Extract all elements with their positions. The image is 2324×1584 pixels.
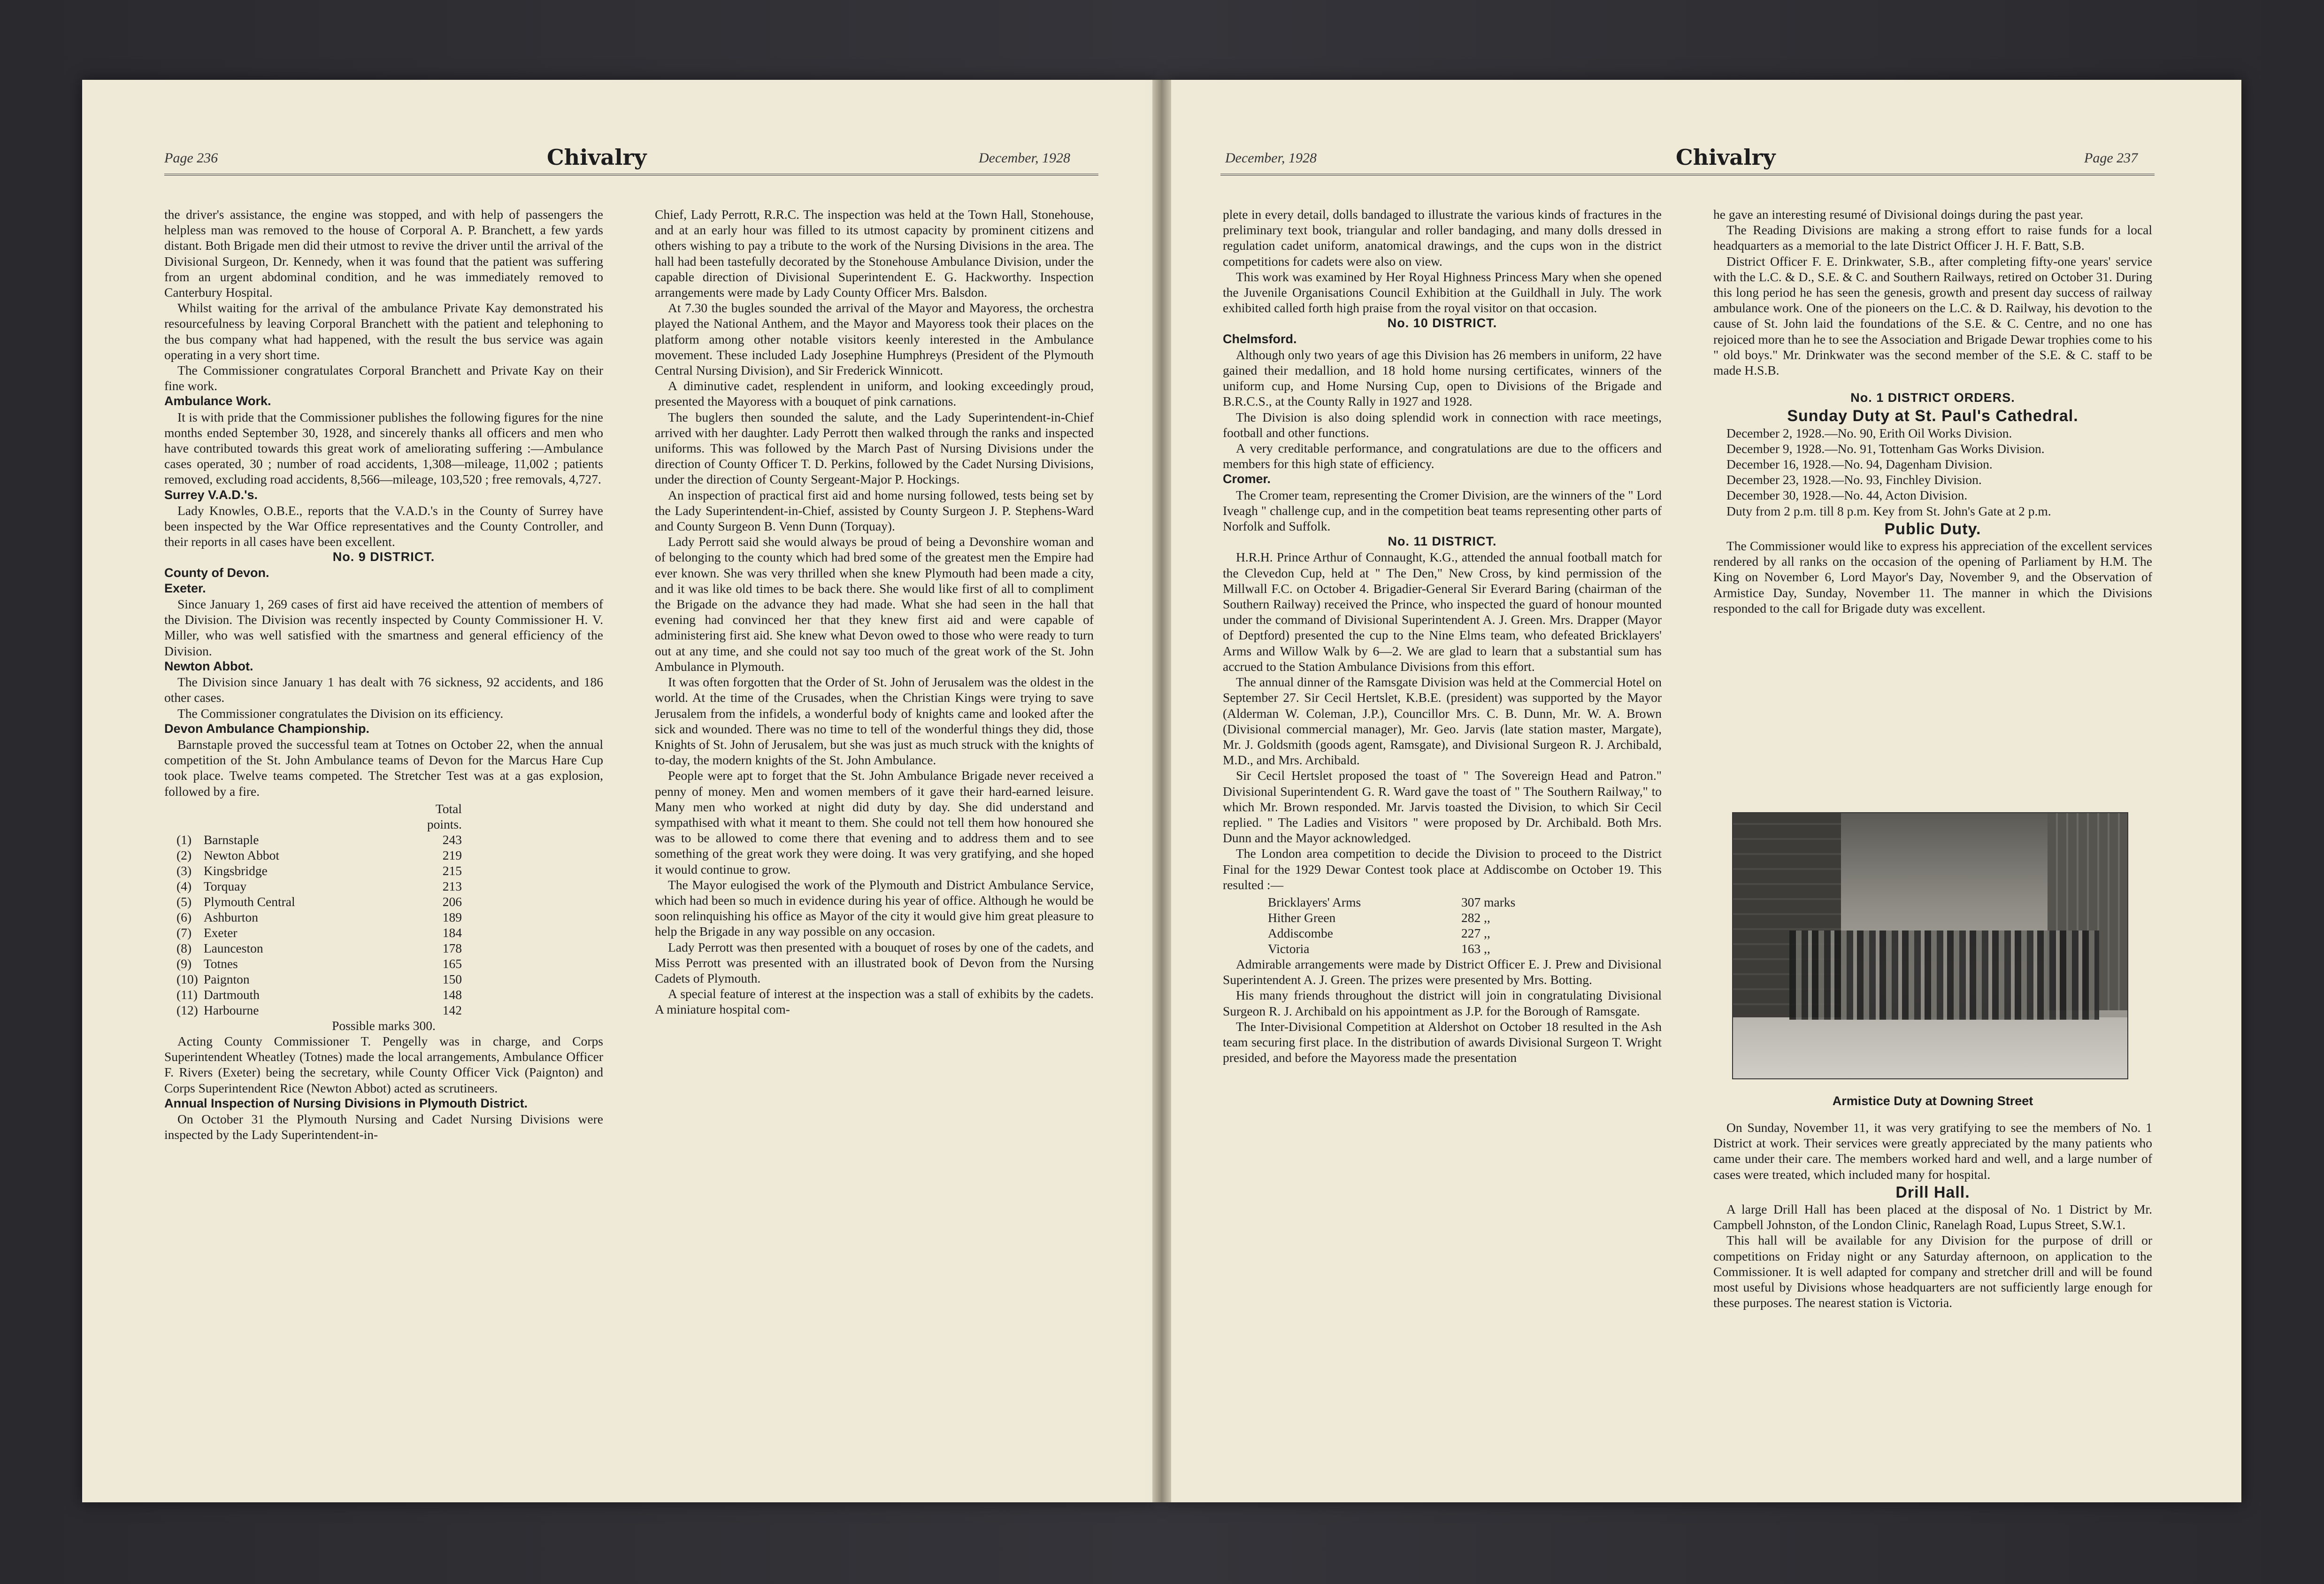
results-points: 215: [442, 863, 462, 878]
results-rank: (12): [176, 1002, 198, 1017]
left-date: December, 1928: [979, 150, 1070, 166]
paragraph: A large Drill Hall has been placed at the disposal of No. 1 District by Mr. Campbell Johnston, of the London Clinic, Ranelagh Road, Lupus Street, S.W.1.: [1713, 1202, 2152, 1232]
results-points: 148: [442, 987, 462, 1002]
dewar-marks: 227 ,,: [1461, 925, 1490, 940]
dewar-row: [1265, 910, 1518, 925]
results-rank: (11): [176, 987, 198, 1002]
photo-caption: Armistice Duty at Downing Street: [1832, 1094, 2033, 1108]
results-row: [174, 832, 465, 847]
gutter: [1152, 80, 1171, 1502]
results-row: [174, 971, 465, 987]
paragraph: The Commissioner congratulates the Division on its efficiency.: [177, 706, 504, 721]
left-running-head: Chivalry: [547, 145, 647, 170]
paragraph: The Commissioner congratulates Corporal Branchett and Private Kay on their fine work.: [164, 363, 603, 393]
paragraph: the driver's assistance, the engine was stopped, and with help of passengers the helpless man was removed to the house of Corporal A. P. Branchett, a few yards distant. Both Brigade men did their utmost to revive the driver until the arrival of the Divisional Surgeon, Dr. Kennedy, when it was found that the patient was suffering from an urgent abdominal condition, and he was immediately removed to Canterbury Hospital.: [164, 207, 603, 300]
paragraph: Chief, Lady Perrott, R.R.C. The inspection was held at the Town Hall, Stonehouse, and at an early hour was filled to its utmost capacity by prominent citizens and others wishing to pay a tribute to the work of the Nursing Divisions in the area. The hall had been tastefully decorated by the Stonehouse Ambulance Division, under the capable direction of Divisional Superintendent E. G. Hackworthy. Inspection arrangements were made by Lady County Officer Mrs. Balsdon.: [655, 207, 1094, 300]
dewar-row: [1265, 925, 1518, 941]
left-column-1: [164, 207, 603, 1142]
dewar-team: Addiscombe: [1268, 925, 1334, 940]
dewar-row: [1265, 894, 1518, 910]
section-heading: Sunday Duty at St. Paul's Cathedral.: [1787, 407, 2079, 425]
results-rank: (6): [176, 909, 192, 924]
right-date: December, 1928: [1225, 150, 1317, 166]
possible-marks: Possible marks 300.: [332, 1018, 436, 1033]
paragraph: Although only two years of age this Division has 26 members in uniform, 22 have gained their medallion, and 18 hold home nursing certificates, winners of the uniform cup, and Home Nursing Cup, open to Divisions of the Brigade and B.R.C.S., at the County Rally in 1927 and 1928.: [1223, 347, 1662, 409]
section-heading: Devon Ambulance Championship.: [164, 721, 370, 736]
results-row: [174, 1002, 465, 1018]
paragraph: Barnstaple proved the successful team at Totnes on October 22, when the annual competition of the St. John Ambulance teams of Devon for the Marcus Hare Cup took place. Twelve teams competed. The Stretcher Test was at a gas explosion, followed by a fire.: [164, 737, 603, 799]
results-rank: (7): [176, 925, 192, 940]
paragraph: This work was examined by Her Royal Highness Princess Mary when she opened the Juvenile Organisations Council Exhibition at the Guildhall in July. The work exhibited called forth high praise from the royal visitor on that occasion.: [1223, 269, 1662, 315]
results-rank: (4): [176, 878, 192, 893]
results-rank: (3): [176, 863, 192, 878]
dewar-marks: 282 ,,: [1461, 910, 1490, 925]
section-heading: Chelmsford.: [1223, 331, 1297, 346]
paragraph: The buglers then sounded the salute, and the Lady Superintendent-in-Chief arrived with her daughter. Lady Perrott then walked through the ranks and inspected uniforms. This was followed by the March Past of Nursing Divisions under the direction of County Officer T. D. Perkins, followed by the Cadet Nursing Divisions, under the direction of County Sergeant-Major P. Hockings.: [655, 409, 1094, 487]
dewar-row: [1265, 941, 1518, 956]
district-heading: No. 10 DISTRICT.: [1387, 316, 1497, 331]
dewar-team: Bricklayers' Arms: [1268, 894, 1361, 909]
results-team: Plymouth Central: [203, 894, 295, 909]
results-rank: (9): [176, 956, 192, 971]
paragraph: The annual dinner of the Ramsgate Division was held at the Commercial Hotel on September 27. Sir Cecil Hertslet, K.B.E. (president) was supported by the Mayor (Alderman W. Coleman, J.P.), Councillor Mrs. C. B. Dunn, Mr. W. A. Brown (Divisional commercial manager), Mr. Geo. Jarvis (late station master, Margate), Mr. J. Goldsmith (goods agent, Ramsgate), and Divisional Surgeon R. J. Archibald, M.D., and Mrs. Archibald.: [1223, 675, 1662, 768]
left-page-number: Page 236: [164, 150, 218, 166]
paragraph: plete in every detail, dolls bandaged to illustrate the various kinds of fractures in the preliminary text book, triangular and roller bandaging, and many dolls dressed in regulation cadet uniform, anatomical drawings, and the cups won in the district competitions for cadets were also on view.: [1223, 207, 1662, 269]
paragraph: It was often forgotten that the Order of St. John of Jerusalem was the oldest in the world. At the time of the Crusades, when the Christian Kings were trying to save Jerusalem from the infidels, a wonderful body of knights came and looked after the sick and wounded. There was no time to tell of the wonderful things they did, those Knights of St. John of Jerusalem, but she was just as much struck with the knights of to-day, the modern knights of the St. John Ambulance.: [655, 675, 1094, 768]
paragraph: Admirable arrangements were made by District Officer E. J. Prew and Divisional Superintendent A. J. Green. The prizes were presented by Mrs. Botting.: [1223, 956, 1662, 987]
paragraph: On Sunday, November 11, it was very gratifying to see the members of No. 1 District at work. Their services were greatly appreciated by the many patients who came under their care. The members worked hard and well, and a large number of cases were treated, which included many for hospital.: [1713, 1120, 2152, 1182]
section-heading: Cromer.: [1223, 472, 1271, 486]
right-header-rule: [1220, 174, 2155, 176]
results-points: 150: [442, 971, 462, 986]
armistice-photo: [1732, 812, 2128, 1079]
paragraph: His many friends throughout the district will join in congratulating Divisional Surgeon R. J. Archibald on his appointment as J.P. for the Borough of Ramsgate.: [1223, 988, 1662, 1018]
right-column-2: [1713, 207, 2152, 616]
right-page-number: Page 237: [2084, 150, 2138, 166]
paragraph: Sir Cecil Hertslet proposed the toast of " The Sovereign Head and Patron." Divisional Superintendent G. R. Ward gave the toast of " The Southern Railway," to which Mr. Brown responded. Mr. Jarvis toasted the Division, to which Sir Cecil replied. " The Ladies and Visitors " were proposed by Dr. Archibald. Both Mrs. Dunn and the Mayor acknowledged.: [1223, 768, 1662, 846]
section-heading: Newton Abbot.: [164, 659, 253, 673]
results-row: [174, 940, 465, 956]
paragraph: Lady Perrott was then presented with a bouquet of roses by one of the cadets, and Miss Perrott was presented with an illustrated book of Devon from the Nursing Cadets of Plymouth.: [655, 939, 1094, 985]
results-row: [174, 847, 465, 863]
section-heading: Drill Hall.: [1895, 1183, 1970, 1201]
district-orders-heading: No. 1 DISTRICT ORDERS.: [1850, 391, 2015, 405]
section-heading: Annual Inspection of Nursing Divisions in Plymouth District.: [164, 1096, 528, 1110]
section-heading: Exeter.: [164, 581, 206, 595]
results-team: Barnstaple: [203, 832, 259, 847]
section-heading: Public Duty.: [1884, 520, 1981, 538]
results-rank: (1): [176, 832, 192, 847]
results-points: 178: [442, 940, 462, 955]
results-points: 189: [442, 909, 462, 924]
dewar-results-table: [1265, 894, 1518, 956]
results-team: Torquay: [203, 878, 247, 893]
paragraph: It is with pride that the Commissioner publishes the following figures for the nine months ended September 30, 1928, and sincerely thanks all officers and men who have contributed towards this great work of ameliorating suffering :—Ambulance cases operated, 30 ; number of road accidents, 1,308—mileage, 11,002 ; patients removed, excluding road accidents, 8,566—mileage, 103,520 ; free removals, 4,727.: [164, 409, 603, 487]
results-points: 243: [442, 832, 462, 847]
paragraph: The Mayor eulogised the work of the Plymouth and District Ambulance Service, which had been so much in evidence during his year of office. Although he would be soon relinquishing his office as Mayor of the city it would give him great pleasure to help the Brigade in any way possible on any occasion.: [655, 877, 1094, 939]
right-running-head: Chivalry: [1676, 145, 1776, 170]
paragraph: he gave an interesting resumé of Divisional doings during the past year.: [1713, 207, 2084, 222]
left-column-2: [655, 207, 1094, 1017]
results-points: 165: [442, 956, 462, 971]
right-column-2-lower: [1713, 1120, 2152, 1310]
duty-item: December 9, 1928.—No. 91, Tottenham Gas Works Division.: [1726, 441, 2045, 456]
duty-item: December 16, 1928.—No. 94, Dagenham Division.: [1726, 457, 1993, 472]
left-header-rule: [164, 174, 1098, 176]
paragraph: The Cromer team, representing the Cromer Division, are the winners of the " Lord Iveagh " challenge cup, and in the competition beat teams representing other parts of Norfolk and Suffolk.: [1223, 487, 1662, 534]
paragraph: This hall will be available for any Division for the purpose of drill or competitions on Friday night or any Saturday afternoon, on application to the Commissioner. It is well adapted for company and stretcher drill and will be found most useful by Divisions whose headquarters are not sufficiently large enough for these purposes. The nearest station is Victoria.: [1713, 1233, 2152, 1310]
results-row: [174, 863, 465, 878]
duty-item: December 2, 1928.—No. 90, Erith Oil Works Division.: [1726, 425, 2012, 440]
results-points: 142: [442, 1002, 462, 1017]
results-row: [174, 987, 465, 1002]
paragraph: Since January 1, 269 cases of first aid have received the attention of members of the Division. The Division was recently inspected by County Commissioner H. V. Miller, who was well satisfied with the smartness and general efficiency of the Division.: [164, 597, 603, 658]
results-header: Total: [435, 801, 462, 816]
results-team: Dartmouth: [203, 987, 260, 1002]
paragraph: The Inter-Divisional Competition at Aldershot on October 18 resulted in the Ash team securing first place. In the distribution of awards Divisional Surgeon T. Wright presided, and before the Mayoress made the presentation: [1223, 1019, 1662, 1065]
results-points: 206: [442, 894, 462, 909]
results-points: 219: [442, 847, 462, 862]
results-row: [174, 909, 465, 925]
results-table: [174, 801, 465, 1018]
results-row: [174, 878, 465, 894]
results-team: Kingsbridge: [203, 863, 268, 878]
paragraph: The Commissioner would like to express his appreciation of the excellent services rendered by all ranks on the occasion of the opening of Parliament by H.M. The King on November 6, Lord Mayor's Day, November 9, and the Observation of Armistice Day, Sunday, November 11. The manner in which the Divisions responded to the call for Brigade duty was excellent.: [1713, 538, 2152, 615]
duty-item: December 23, 1928.—No. 93, Finchley Division.: [1726, 472, 1982, 487]
results-team: Paignton: [203, 971, 250, 986]
paragraph: District Officer F. E. Drinkwater, S.B., after completing fifty-one years' service with the L.C. & D., S.E. & C. and Southern Railways, retired on October 31. During this long period he has seen the genesis, growth and present day success of railway ambulance work. One of the pioneers on the L.C. & D. Railway, his devotion to the cause of St. John laid the foundations of the S.E. & C. Centre, and no one has rejoiced more than he to see the Association and Brigade Dewar trophies come to his " old boys." Mr. Drinkwater was the second member of the S.E. & C. staff to be made H.S.B.: [1713, 254, 2152, 378]
results-team: Totnes: [203, 956, 238, 971]
dewar-marks: 163 ,,: [1461, 941, 1490, 956]
paragraph: People were apt to forget that the St. John Ambulance Brigade never received a penny of money. Men and women members of it gave their hard-earned leisure. Many men who worked at night did duty by day. She did understand and sympathised with what it meant to them. She could not tell them how honoured she was to be allowed to come there that evening and to address them and to see something of the great work they were doing. It was very gratifying, and she hoped it would continue to grow.: [655, 768, 1094, 877]
paragraph: An inspection of practical first aid and home nursing followed, tests being set by the Lady Superintendent-in-Chief, assisted by County Surgeon J. P. Stephens-Ward and County Surgeon B. Venn Dunn (Torquay).: [655, 487, 1094, 534]
results-row: [174, 894, 465, 909]
results-team: Exeter: [203, 925, 238, 940]
results-rank: (5): [176, 894, 192, 909]
right-column-1: [1223, 207, 1662, 1065]
paragraph: Lady Knowles, O.B.E., reports that the V.A.D.'s in the County of Surrey have been inspected by the War Office representatives and the County Controller, and their reports in all cases have been excellent.: [164, 503, 603, 549]
paragraph: At 7.30 the bugles sounded the arrival of the Mayor and Mayoress, the orchestra played the National Anthem, and the Mayor and Mayoress took their places on the platform among other notable visitors keenly interested in the Ambulance movement. These included Lady Josephine Humphreys (President of the Plymouth Central Nursing Division), and Sir Frederick Winnicott.: [655, 300, 1094, 378]
photo-crowd: [1789, 930, 2099, 1020]
paragraph: The Division is also doing splendid work in connection with race meetings, football and other functions.: [1223, 409, 1662, 440]
district-heading: No. 11 DISTRICT.: [1388, 534, 1497, 549]
results-header: points.: [427, 816, 462, 831]
paragraph: The Division since January 1 has dealt with 76 sickness, 92 accidents, and 186 other cases.: [164, 675, 603, 705]
results-rank: (10): [176, 971, 198, 986]
results-team: Ashburton: [203, 909, 258, 924]
district-heading: No. 9 DISTRICT.: [332, 550, 435, 564]
duty-item: December 30, 1928.—No. 44, Acton Division.: [1726, 488, 1968, 503]
results-row: [174, 925, 465, 940]
results-rank: (8): [176, 940, 192, 955]
paragraph: On October 31 the Plymouth Nursing and Cadet Nursing Divisions were inspected by the Lady Superintendent-in-: [164, 1111, 603, 1142]
paragraph: A special feature of interest at the inspection was a stall of exhibits by the cadets. A miniature hospital com-: [655, 986, 1094, 1017]
photo-ground: [1733, 1017, 2127, 1078]
results-row: [174, 956, 465, 971]
section-heading: Surrey V.A.D.'s.: [164, 487, 258, 502]
results-points: 184: [442, 925, 462, 940]
paragraph: A very creditable performance, and congratulations are due to the officers and members for this high state of efficiency.: [1223, 441, 1662, 471]
dewar-team: Hither Green: [1268, 910, 1336, 925]
paragraph: A diminutive cadet, resplendent in uniform, and looking exceedingly proud, presented the Mayoress with a bouquet of pink carnations.: [655, 378, 1094, 409]
paragraph: Lady Perrott said she would always be proud of being a Devonshire woman and of belonging to the county which had bred some of the greatest men the Empire had ever known. She was very thrilled when she knew Plymouth had been made a city, and it was like old times to be back there. She would like first of all to compliment the Brigade on the advance they had made. What she had seen in the hall that evening had convinced her that they knew first aid and were capable of administering first aid. She knew what Devon owed to those who were ready to turn out at any time, and she could not say too much of the great work of the St. John Ambulance in Plymouth.: [655, 534, 1094, 674]
paragraph: The Reading Divisions are making a strong effort to raise funds for a local headquarters as a memorial to the late District Officer J. H. F. Batt, S.B.: [1713, 223, 2152, 253]
section-heading: Ambulance Work.: [164, 394, 271, 408]
dewar-team: Victoria: [1268, 941, 1310, 956]
section-heading: County of Devon.: [164, 565, 269, 580]
dewar-marks: 307 marks: [1461, 894, 1516, 909]
results-points: 213: [442, 878, 462, 893]
results-team: Launceston: [203, 940, 263, 955]
paragraph: Duty from 2 p.m. till 8 p.m. Key from St. John's Gate at 2 p.m.: [1726, 503, 2051, 518]
paragraph: H.R.H. Prince Arthur of Connaught, K.G., attended the annual football match for the Clevedon Cup, held at " The Den," New Cross, by kind permission of the Millwall F.C. on October 4. Brigadier-General Sir Everard Baring (chairman of the Southern Railway) received the Prince, who inspected the guard of honour mounted under the command of Divisional Superintendent A. J. Green. Mrs. Drapper (Mayor of Deptford) presented the cup to the Nine Elms team, who defeated Bricklayers' Arms and Willow Walk by 6—2. We are glad to learn that a substantial sum has accrued to the Station Ambulance Divisions from this effort.: [1223, 550, 1662, 674]
paragraph: The London area competition to decide the Division to proceed to the District Final for the 1929 Dewar Contest took place at Addiscombe on October 19. This resulted :—: [1223, 846, 1662, 892]
results-team: Newton Abbot: [203, 847, 280, 862]
results-rank: (2): [176, 847, 192, 862]
results-team: Harbourne: [203, 1002, 259, 1017]
duty-list: [1713, 425, 2152, 503]
paragraph: Acting County Commissioner T. Pengelly was in charge, and Corps Superintendent Wheatley (Totnes) made the local arrangements, Ambulance Officer F. Rivers (Exeter) being the secretary, while County Officer Vick (Paignton) and Corps Superintendent Rice (Newton Abbot) acted as scrutineers.: [164, 1033, 603, 1095]
paragraph: Whilst waiting for the arrival of the ambulance Private Kay demonstrated his resourcefulness by leaving Corporal Branchett with the patient and telephoning to the bus company what had happened, with the result the bus service was again operating in a very short time.: [164, 300, 603, 362]
